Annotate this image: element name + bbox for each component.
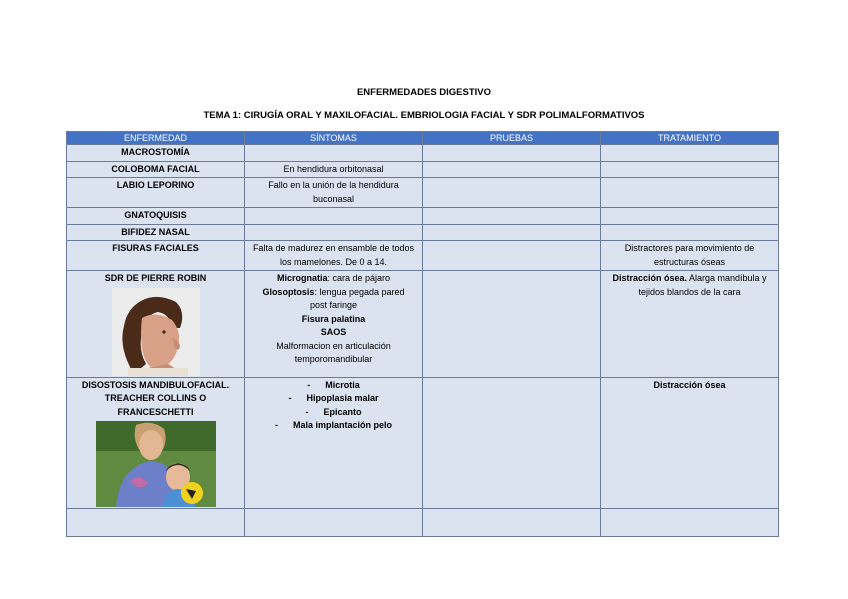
treatment-cell	[601, 271, 779, 378]
document-title: ENFERMEDADES DIGESTIVO	[356, 87, 492, 98]
disease-name: DISOSTOSIS MANDIBULOFACIAL. TREACHER COLLINS O FRANCESCHETTI	[81, 379, 230, 417]
table-row	[67, 208, 779, 225]
treatment-cell	[601, 145, 779, 162]
symptom-saos	[249, 326, 418, 340]
table-header-row	[67, 132, 779, 145]
symptom-text: Mala implantación pelo	[292, 420, 393, 430]
bullet-dash: -	[307, 379, 311, 390]
micrognatia-text: : cara de pájaro	[327, 273, 391, 283]
glosoptosis-text: : lengua pegada pared post faringe	[309, 286, 405, 310]
empty-cell	[601, 509, 779, 537]
table-row	[67, 509, 779, 537]
disease-cell: GNATOQUISIS	[67, 208, 245, 225]
tests-cell	[423, 178, 601, 208]
symptoms-cell: Falta de madurez en ensamble de todos los mamelones. De 0 a 14.	[245, 241, 423, 271]
glosoptosis-term: Glosoptosis	[262, 286, 315, 297]
symptoms-cell: Fallo en la unión de la hendidura buconasal	[245, 178, 423, 208]
tests-cell	[423, 241, 601, 271]
symptom-glosoptosis	[249, 286, 418, 313]
disease-cell: LABIO LEPORINO	[67, 178, 245, 208]
symptoms-cell	[245, 377, 423, 509]
table-row	[67, 145, 779, 162]
disease-name: SDR DE PIERRE ROBIN	[104, 273, 207, 283]
symptom-item	[249, 419, 418, 433]
treatment-cell: Distractores para movimiento de estructuras óseas	[601, 241, 779, 271]
header-pruebas: PRUEBAS	[423, 132, 601, 145]
pierre-robin-photo	[112, 288, 200, 376]
header-enfermedad: ENFERMEDAD	[67, 132, 245, 145]
bullet-dash: -	[288, 393, 292, 403]
disease-cell: MACROSTOMÍA	[67, 145, 245, 162]
child-profile-image	[112, 288, 200, 376]
saos-text: SAOS	[320, 327, 347, 337]
tests-cell	[423, 145, 601, 162]
table-row	[67, 161, 779, 178]
table-row	[67, 224, 779, 241]
table-row	[67, 241, 779, 271]
diseases-table	[66, 131, 779, 537]
bullet-dash: -	[274, 420, 278, 430]
disease-cell	[67, 271, 245, 378]
symptom-text: Microtia	[325, 379, 360, 390]
disease-cell: COLOBOMA FACIAL	[67, 161, 245, 178]
symptom-fisura	[249, 313, 418, 327]
symptoms-cell	[245, 224, 423, 241]
treatment-bold: Distracción ósea.	[612, 273, 687, 283]
adult-child-image	[96, 421, 216, 507]
empty-cell	[245, 509, 423, 537]
symptom-text: Hipoplasia malar	[306, 393, 379, 403]
symptom-micrognatia	[249, 272, 418, 286]
header-tratamiento: TRATAMIENTO	[601, 132, 779, 145]
treatment-cell	[601, 161, 779, 178]
treacher-collins-photo	[96, 421, 216, 507]
treatment-cell	[601, 208, 779, 225]
micrognatia-term: Micrognatia	[276, 273, 328, 283]
treatment-cell	[601, 224, 779, 241]
bullet-dash: -	[305, 406, 309, 417]
treatment-cell: Distracción ósea	[601, 377, 779, 509]
symptoms-cell	[245, 208, 423, 225]
symptom-item	[249, 392, 418, 406]
table-row	[67, 271, 779, 378]
empty-cell	[423, 509, 601, 537]
empty-cell	[67, 509, 245, 537]
fisura-text: Fisura palatina	[301, 313, 366, 324]
tests-cell	[423, 224, 601, 241]
tests-cell	[423, 271, 601, 378]
tests-cell	[423, 377, 601, 509]
symptom-malformacion: Malformacion en articulación temporomandibular	[276, 340, 391, 364]
disease-cell	[67, 377, 245, 509]
header-sintomas: SÍNTOMAS	[245, 132, 423, 145]
treatment-text: Alarga mandíbula y tejidos blandos de la cara	[638, 273, 767, 297]
symptom-item	[249, 379, 418, 393]
document-subtitle: TEMA 1: CIRUGÍA ORAL Y MAXILOFACIAL. EMBRIOLOGIA FACIAL Y SDR POLIMALFORMATIVOS	[203, 110, 645, 121]
disease-cell: FISURAS FACIALES	[67, 241, 245, 271]
symptom-item	[249, 406, 418, 420]
tests-cell	[423, 161, 601, 178]
treatment-cell	[601, 178, 779, 208]
symptoms-cell: En hendidura orbitonasal	[245, 161, 423, 178]
tests-cell	[423, 208, 601, 225]
table-row	[67, 178, 779, 208]
disease-cell: BIFIDEZ NASAL	[67, 224, 245, 241]
symptom-text: Epicanto	[323, 406, 362, 417]
symptoms-cell	[245, 271, 423, 378]
table-row	[67, 377, 779, 509]
symptoms-cell	[245, 145, 423, 162]
